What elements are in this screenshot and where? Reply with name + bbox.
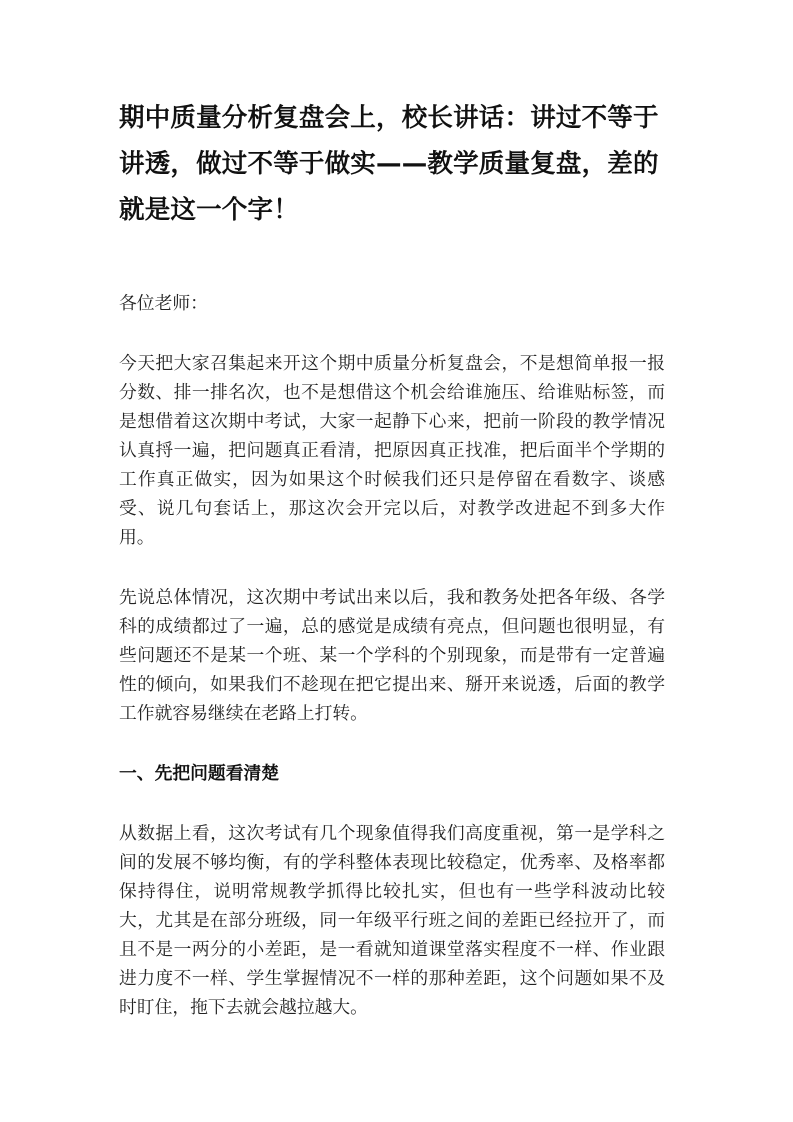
paragraph-overall-situation: 先说总体情况，这次期中考试出来以后，我和教务处把各年级、各学科的成绩都过了一遍，总的感觉是成绩有亮点，但问题也很明显，有些问题还不是某一个班、某一个学科的个别现象，而是带有一定普遍性的倾向，如果我们不趁现在把它提出来、掰开来说透，后面的教学工作就容易继续在老路上打转。 [119,587,665,724]
salutation: 各位老师： [119,293,208,314]
document-title: 期中质量分析复盘会上，校长讲话：讲过不等于讲透，做过不等于做实——教学质量复盘，差的就是这一个字！ [119,103,659,225]
section-heading-1: 一、先把问题看清楚 [119,763,280,784]
paragraph-section-1: 从数据上看，这次考试有几个现象值得我们高度重视，第一是学科之间的发展不够均衡，有的学科整体表现比较稳定，优秀率、及格率都保持得住，说明常规教学抓得比较扎实，但也有一些学科波动比较大，尤其是在部分班级，同一年级平行班之间的差距已经拉开了，而且不是一两分的小差距，是一看就知道课堂落实程度不一样、作业跟进力度不一样、学生掌握情况不一样的那种差距，这个问题如果不及时盯住，拖下去就会越拉越大。 [119,823,665,1018]
document-page [119,95,665,1053]
paragraph-opening: 今天把大家召集起来开这个期中质量分析复盘会，不是想简单报一报分数、排一排名次，也不是想借这个机会给谁施压、给谁贴标签，而是想借着这次期中考试，大家一起静下心来，把前一阶段的教学情况认真捋一遍，把问题真正看清，把原因真正找准，把后面半个学期的工作真正做实，因为如果这个时候我们还只是停留在看数字、谈感受、说几句套话上，那这次会开完以后，对教学改进起不到多大作用。 [119,353,665,548]
